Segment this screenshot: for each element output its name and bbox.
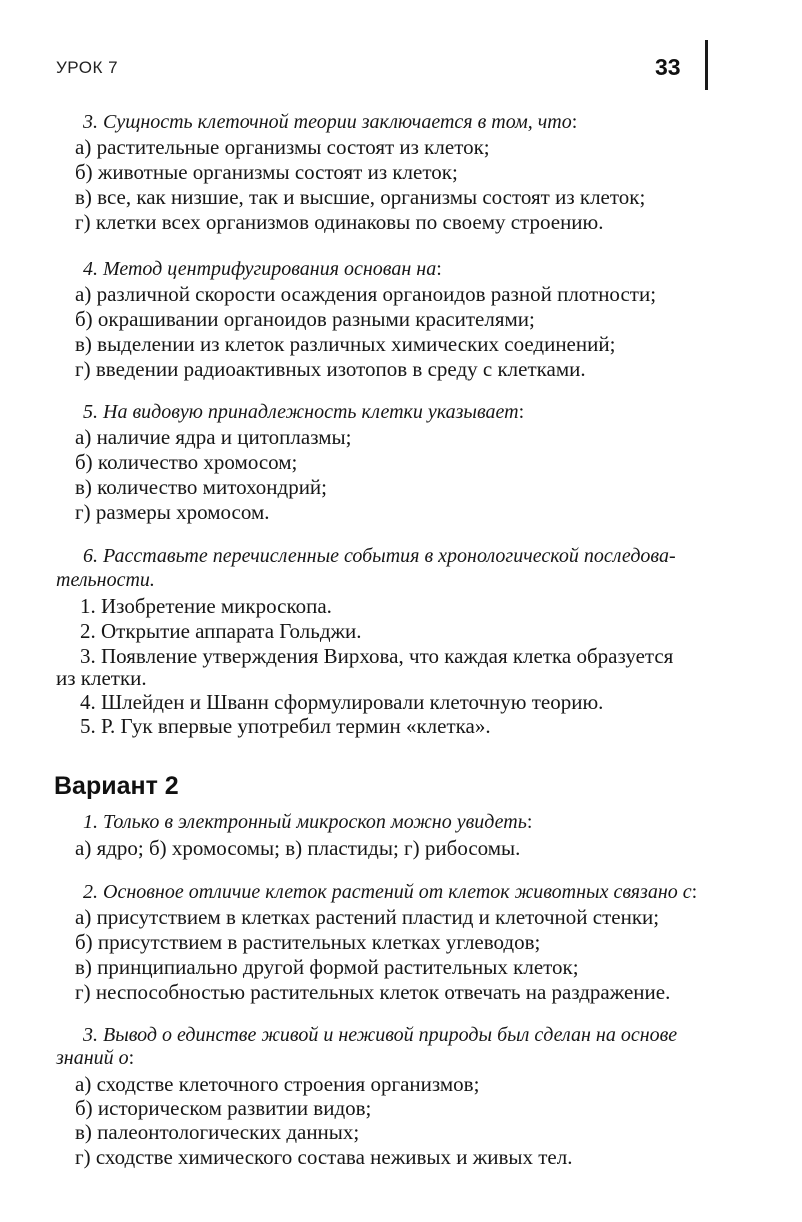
v1-q6-item-1: 1. Изобретение микроскопа.: [80, 594, 332, 618]
v2-q3-colon: :: [128, 1047, 135, 1069]
v1-q3-option-d: г) клетки всех организмов одинаковы по своему строению.: [75, 210, 604, 234]
v1-q3-prompt: [83, 110, 577, 134]
v1-q3-option-c: в) все, как низшие, так и высшие, организмы состоят из клеток;: [75, 185, 646, 209]
v1-q5-option-b: б) количество хромосом;: [75, 450, 298, 474]
v1-q6-item-3: 3. Появление утверждения Вирхова, что каждая клетка образуется: [80, 644, 674, 668]
v1-q5-prompt: [83, 400, 524, 424]
page-rule-divider: [705, 40, 708, 90]
v2-q3-option-a: а) сходстве клеточного строения организмов;: [75, 1072, 480, 1096]
v1-q6-item-2: 2. Открытие аппарата Гольджи.: [80, 619, 362, 643]
v2-q2-option-b: б) присутствием в растительных клетках углеводов;: [75, 930, 541, 954]
v2-q2-prompt-text: 2. Основное отличие клеток растений от клеток животных связано с: [83, 881, 692, 903]
v1-q3-option-b: б) животные организмы состоят из клеток;: [75, 160, 458, 184]
v2-q3-prompt-line1: 3. Вывод о единстве живой и неживой природы был сделан на основе: [83, 1024, 678, 1046]
v1-q5-option-c: в) количество митохондрий;: [75, 475, 327, 499]
v1-q3-colon: :: [571, 111, 578, 133]
page-number: 33: [655, 54, 681, 80]
v2-q1-prompt-text: 1. Только в электронный микроскоп можно увидеть: [83, 811, 527, 833]
v1-q4-option-c: в) выделении из клеток различных химических соединений;: [75, 332, 616, 356]
v1-q5-option-a: а) наличие ядра и цитоплазмы;: [75, 425, 352, 449]
v1-q5-colon: :: [518, 401, 525, 423]
v1-q3-prompt-text: 3. Сущность клеточной теории заключается в том, что: [83, 111, 572, 133]
running-head: УРОК 7: [56, 58, 119, 77]
v2-q2-option-d: г) неспособностью растительных клеток отвечать на раздражение.: [75, 980, 671, 1004]
v1-q5-option-d: г) размеры хромосом.: [75, 500, 270, 524]
v2-q2-option-c: в) принципиально другой формой растительных клеток;: [75, 955, 579, 979]
v1-q6-item-5: 5. Р. Гук впервые употребил термин «клетка».: [80, 714, 491, 738]
v2-q3-prompt-line2: [56, 1046, 134, 1070]
v2-q2-colon: :: [691, 881, 698, 903]
v1-q6-item-4: 4. Шлейден и Шванн сформулировали клеточную теорию.: [80, 690, 604, 714]
v1-q5-prompt-text: 5. На видовую принадлежность клетки указывает: [83, 401, 519, 423]
v1-q4-prompt: [83, 257, 442, 281]
v2-q3-option-b: б) историческом развитии видов;: [75, 1096, 372, 1120]
v2-q1-colon: :: [526, 811, 533, 833]
v1-q6-prompt-line2: тельности.: [56, 569, 155, 591]
v2-q3-option-c: в) палеонтологических данных;: [75, 1120, 360, 1144]
v1-q4-prompt-text: 4. Метод центрифугирования основан на: [83, 258, 437, 280]
v2-q3-prompt-line2-text: знаний о: [56, 1047, 129, 1069]
v2-q2-option-a: а) присутствием в клетках растений пластид и клеточной стенки;: [75, 905, 660, 929]
v1-q4-option-a: а) различной скорости осаждения органоидов разной плотности;: [75, 282, 657, 306]
v1-q4-option-b: б) окрашивании органоидов разными красителями;: [75, 307, 535, 331]
v1-q6-prompt-line1: 6. Расставьте перечисленные события в хронологической последова-: [83, 545, 676, 567]
v2-q3-option-d: г) сходстве химического состава неживых и живых тел.: [75, 1145, 573, 1169]
v2-q1-prompt: [83, 810, 532, 834]
v1-q3-option-a: а) растительные организмы состоят из клеток;: [75, 135, 490, 159]
v2-q1-answer: а) ядро; б) хромосомы; в) пластиды; г) рибосомы.: [75, 836, 521, 860]
v1-q4-colon: :: [436, 258, 442, 280]
variant-2-heading: Вариант 2: [54, 772, 179, 800]
v1-q4-option-d: г) введении радиоактивных изотопов в среду с клетками.: [75, 357, 586, 381]
v2-q2-prompt: [83, 880, 697, 904]
v1-q6-item-3-cont: из клетки.: [56, 666, 147, 690]
